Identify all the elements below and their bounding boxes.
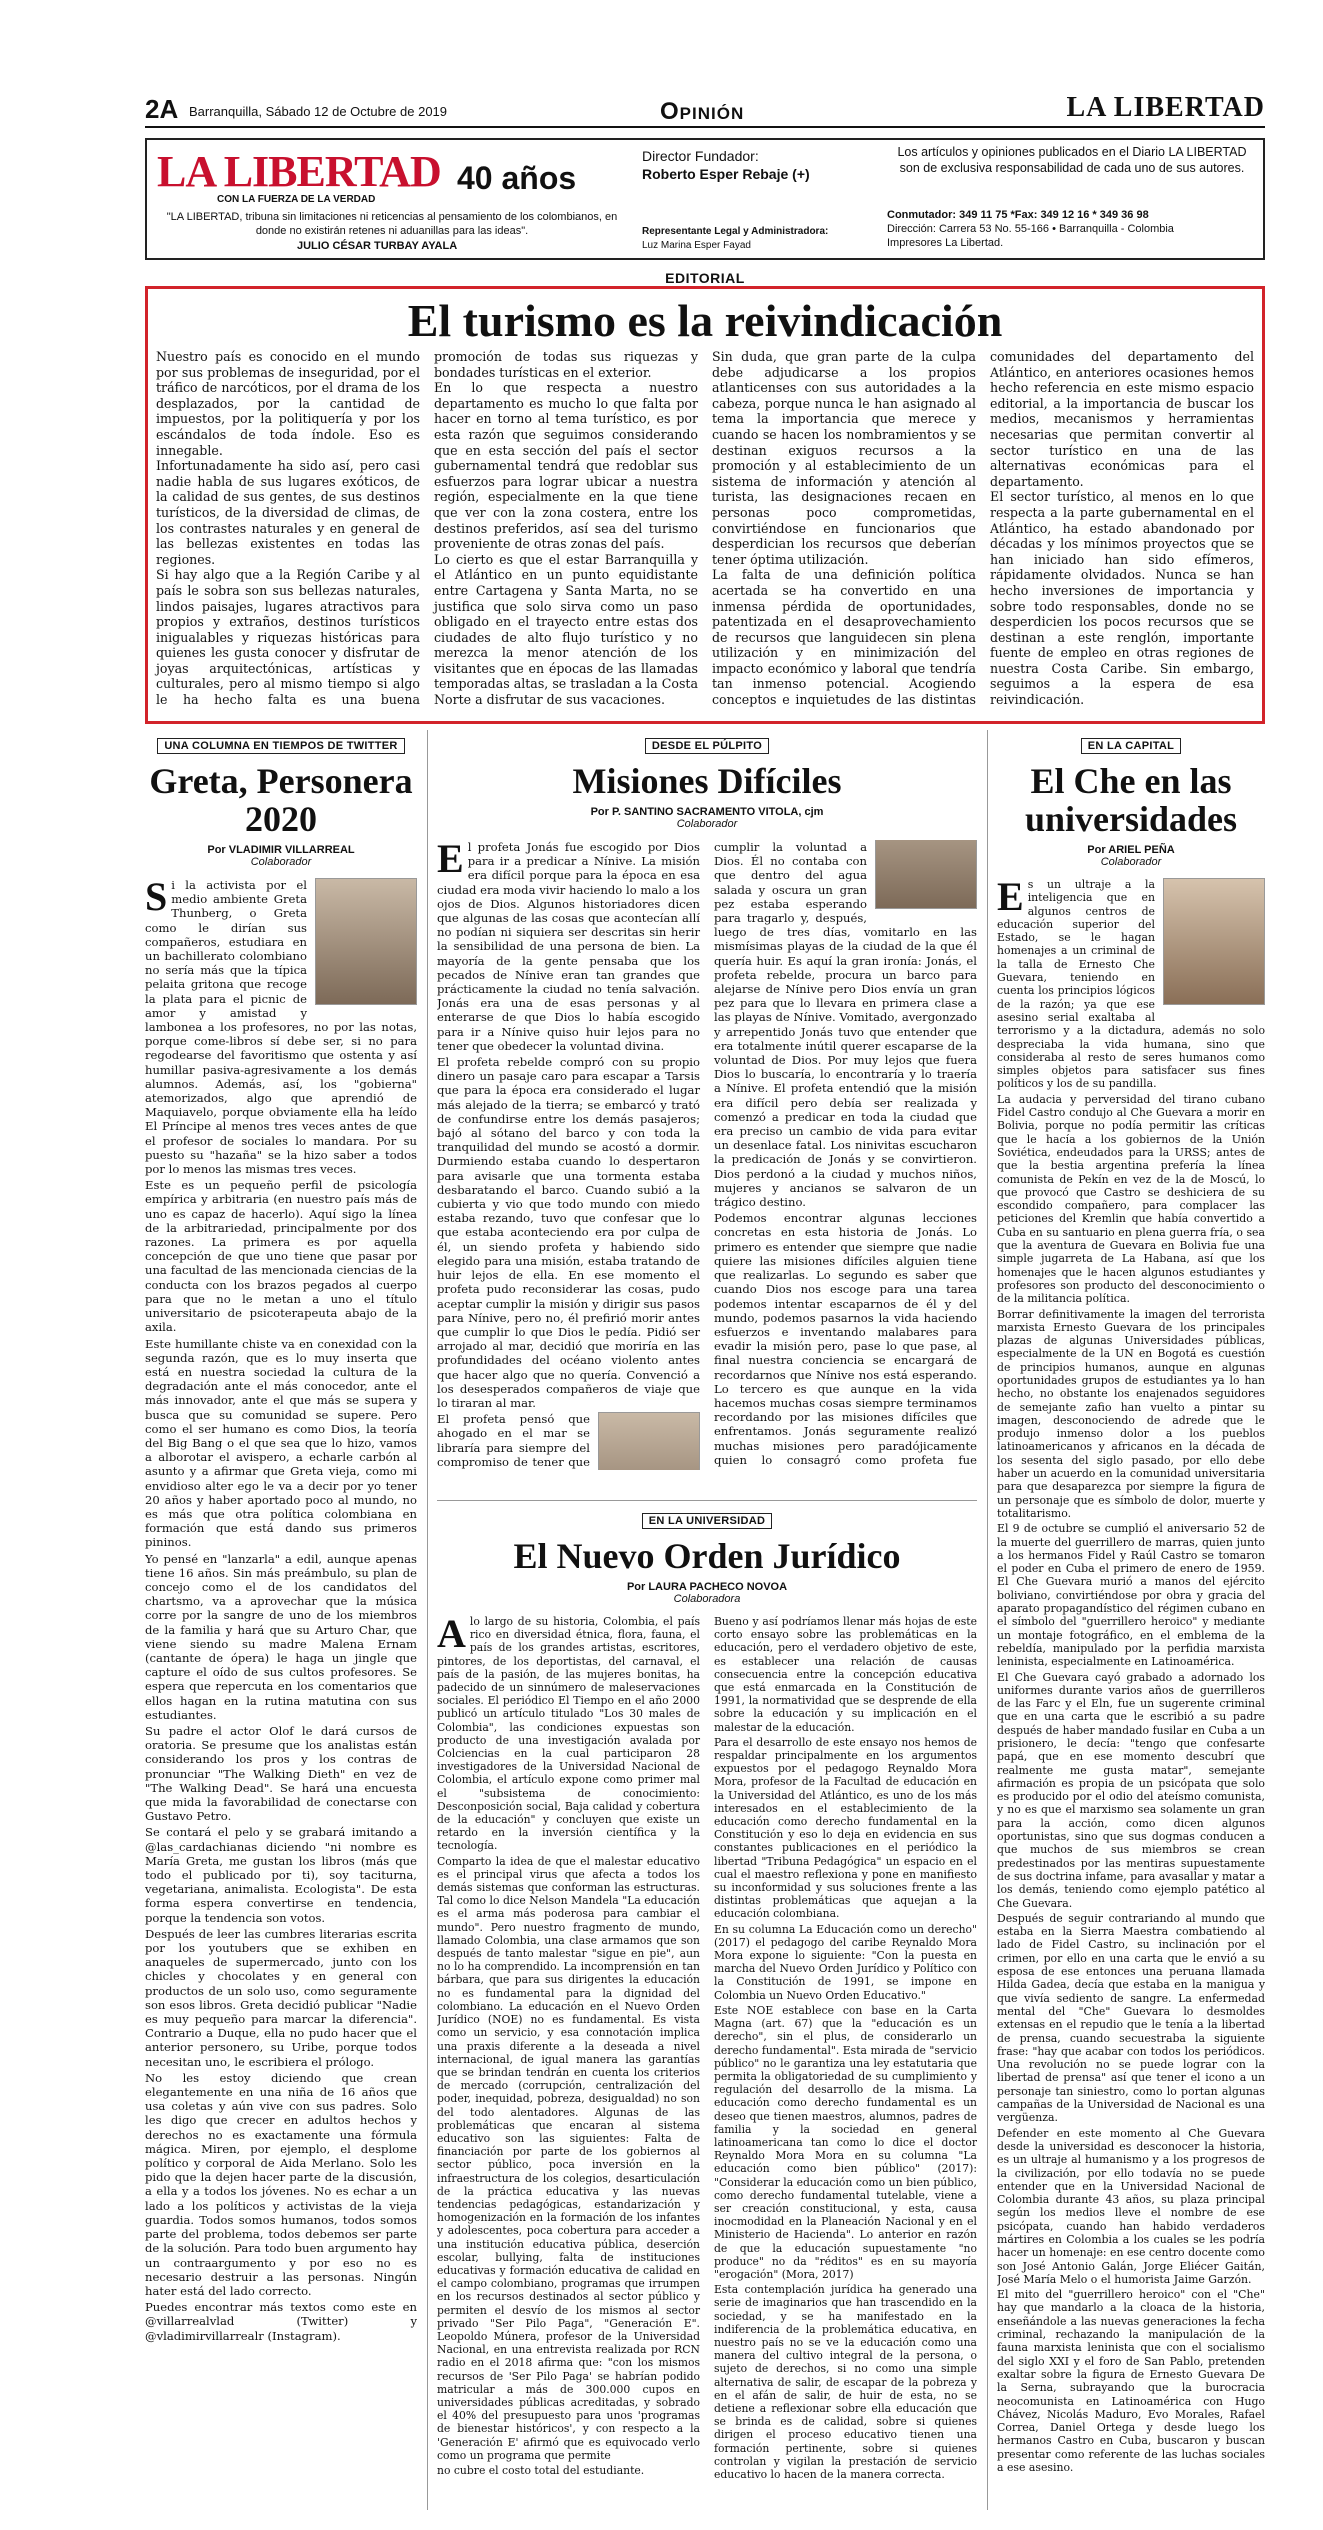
paragraph: Puedes encontrar más textos como este en @villarrealvlad (Twitter) y @vladimirvillarrealr (Instagram). [145,2300,417,2343]
paragraph: Después de seguir contrariando al mundo que estaba en la Sierra Maestra combatiendo al lado de Fidel Castro, su inclinación por el crimen, por ello en una carta que le envió a su esposa de ese entonces una peruana llamada Hilda Gadea, decía que estaba en la manigua y que vivía sediento de sangre. La enfermedad mental del "Che" Guevara lo desmoldes extensas en el repudio que le tenía a la libertad de prensa, cuando secuestraba la siguiente frase: "hay que acabar con todos los periódicos. Una revolución no se puede lograr con la libertad de prensa" así que tener el icono a un personaje tan siniestro, como lo portan algunas campañas de la Universidad de Nacional es una vergüenza. [997,1911,1265,2125]
paragraph: l profeta Jonás fue escogido por Dios para ir a predicar a Nínive. La misión era difícil porque para la época en esa ciudad era moda vivir haciendo lo malo a los ojos de Dios. Algunos historiadores dicen que algunas de las cosas que acontecían allí no podían ni siquiera ser descritas sin herir la sensibilidad de una persona de bien. La mayoría de la gente pensaba que los pecados de Nínive eran tan grandes que prácticamente la ciudad no tenía salvación. Jonás era una de esas personas y al enterarse de que Dios lo había escogido para ir a Nínive quiso huir lejos para no tener que obedecer la voluntad divina. [437,840,700,1053]
director-label: Director Fundador: [642,148,759,164]
editorial-box [145,286,1265,724]
paragraph: El profeta pensó que ahogado en el mar se libraría para siempre del compromiso de tener que cumplir la voluntad a Dios. Él no contaba con que dentro del agua salada y oscura un gran pez estaba esperando para tragarlo y, después, luego de tres días, vomitarlo en las mismísimas playas de la ciudad de la que él quería huir. Es aquí la gran ironía: Jonás, el profeta rebelde, procura un barco para alejarse de Nínive pero Dios envía un gran pez para que lo llevara en primera clase a las playas de Nínive. Vomitado, avergonzado y arrepentido Jonás tuvo que entender que era totalmente inútil querer escaparse de la voluntad de Dios. Por muy lejos que fuera Dios lo buscaría, lo encontraría y lo traería a Nínive. El profeta entendió que la misión era difícil pero debía ser realizada y comenzó a predicar en toda la ciudad que era preciso un cambio de vida para evitar un desenlace fatal. Los ninivitas escucharon la predicación de Jonás y se convirtieron. Dios perdonó a la ciudad y muchos niños, mujeres y ancianos se salvaron de un trágico destino. [437,840,977,1469]
phones: Conmutador: 349 11 75 *Fax: 349 12 16 * 349 36 98 [887,209,1149,221]
paragraph: No les estoy diciendo que crean elegantemente en una niña de 16 años que usa coletas y aún vive con sus padres. Solo les digo que crecer en adultos hechos y derechos no es exactamente una fórmula mágica. Miren, por ejemplo, el desplome político y corporal de Aida Merlano. Solo les pido que la dejen hacer parte de la discusión, a ella y a todos los jóvenes. No es echar a un lado a los políticos y activistas de la vieja guardia. Todos somos humanos, todos somos parte del problema, todos debemos ser parte de la solución. Para todo buen argumento hay un contraargumento y por eso no es necesario destruir a las personas. Ningún hater está del lado correcto. [145,2070,417,2298]
editorial-body [156,349,1254,719]
byline-role: Colaborador [250,856,312,868]
article-body [437,836,977,1470]
paragraph: Yo pensé en "lanzarla" a edil, aunque apenas tiene 16 años. Sin más preámbulo, su plan de concejo como el de los candidatos del chartsmo, va a aprovechar que la música corre por la sangre de uno de los miembros de la familia y hará que su Arturo Char, que viene siendo su madre Malena Ernam (cantante de ópera) le haga un jingle que capture el oído de sus cultos profesores. Se espera que repercuta en los comentarios que ellos hagan en la rutina matutina con sus estudiantes. [145,1551,417,1722]
paragraph: i la activista por el medio ambiente Greta Thunberg, o Greta como le dirían sus compañeros, estudiara en un bachillerato colombiano no sería más que la típica pelaita gritona que recoge la plata para el picnic de amor y amistad y lambonea a los profesores, no por las notas, porque come-libros sí debe ser, si no para regodearse del favoritismo que ostenta y así humillar pasiva-agresivamente a los demás alumnos. Además, así, los "gobierna" atemorizados, algo que aprendió de Maquiavelo, porque obviamente ella ha leído El Príncipe al menos tres veces antes de que el profesor de sociales lo mandara. Por su puesto su "hazaña" se la hizo saber a todos por lo menos las mismas tres veces. [145,878,417,1177]
contact-info [887,208,1262,250]
editorial-paragraph: Si hay algo que a la Región Caribe y al país le sobra son sus bellezas naturales, lindos paisajes, lugares atractivos para propios y extraños, destinos turísticos inigualables y riquezas históricas para quienes les gusta conocer y disfrutar de joyas arquitectónicas, artísticas y culturales, pero al mismo tiempo si algo le ha hecho falta es una buena promoción de todas sus riquezas y bondades turísticas en el exterior. [156,349,698,708]
editorial-paragraph: El sector turístico, al menos en lo que respecta a la parte gubernamental en el Atlántico, ha estado abandonado por décadas y los mínimos proyectos que se han iniciado han sido efímeros, rápidamente olvidados. Nunca se han hecho inversiones de importancia y sobre todo responsables, donde no se desperdicien los pocos recursos que se destinan a este renglón, importante fuente de empleo en otras regiones de nuestra Costa Caribe. Sin embargo, seguimos a la espera de esa reivindicación. [990,489,1254,708]
editorial-paragraph: Infortunadamente ha sido así, pero casi nadie habla de sus lugares exóticos, de la calidad de sus gentes, de sus destinos turísticos, de la diversidad de climas, de los contrastes naturales y en general de las bellezas existentes en todas las regiones. [156,458,420,567]
article-title: El Nuevo Orden Jurídico [513,1536,901,1576]
byline: Por VLADIMIR VILLARREAL [207,844,355,856]
quote-author: JULIO CÉSAR TURBAY AYALA [297,240,458,252]
article-title: Misiones Difíciles [572,761,842,801]
rights-notice: Los artículos y opiniones publicados en el Diario LA LIBERTAD son de exclusiva responsabilidad de cada uno de sus autores. [897,145,1247,175]
paragraph: s un ultraje a la inteligencia que en algunos centros de educación superior del Estado, se le hagan homenajes a un criminal de la talla de Ernesto Che Guevara, teniendo en cuenta los principios lógicos de la razón; ya que ese asesino serial exaltaba al terrorismo y a la dictadura, además no solo despreciaba la vida humana, sino que consideraba al resto de seres humanos como simples objetos para satisfacer sus fines políticos y los de su pandilla. [997,878,1265,1091]
director-name: Roberto Esper Rebaje (+) [642,166,810,182]
paragraph: Se contará el pelo y se grabará imitando a @las_cardachianas diciendo "ni nombre es María Greta, me gustan los libros (más que todo el publicado por ti), soy taciturna, vegetariana, animalista. Ecologista". De esta forma espera convertirse en tendencia, porque la tendencia son votos. [145,1825,417,1925]
article-title: El Che en las universidades [1024,761,1238,839]
legal-rep-name: Luz Marina Esper Fayad [642,240,751,251]
paragraph: Este es un pequeño perfil de psicología empírica y arbitraria (en nuestro país más de uno es capaz de hacerlo). Aquí sigo la línea de la arbitrariedad, principalmente por dos razones. La primera es por aquella concepción de que uno tiene que pasar por una facultad de las mencionada ciencias de la conducta con los brazos pegados al cuerpo para que no le metan a uno el título universitario de psicoterapeuta abajo de la axila. [145,1178,417,1335]
byline: Por P. SANTINO SACRAMENTO VITOLA, cjm [590,806,824,818]
drop-cap: A [437,1611,466,1656]
paragraph: El profeta rebelde compró con su propio dinero un pasaje caro para escapar a Tarsis que para la época era considerado el lugar más alejado de la tierra; se embarcó y trató de confundirse entre los demás pasajeros; bajó al sótano del barco y con toda la tranquilidad del mundo se acostó a dormir. Durmiendo estaba cuando lo despertaron para avisarle que una tormenta estaba desbaratando el barco. Cuando subió a la cubierta y vio que todo mundo con miedo estaba rezando, tuvo que confesar que lo que estaba aconteciendo era por culpa de él, un siendo profeta y habiendo sido elegido para una misión, estaba tratando de huir lejos de ella. En ese momento el profeta pudo reconsiderar las cosas, pudo aceptar cumplir la misión y dirigir sus pasos para Nínive, pero no, él prefirió morir antes que cumplir lo que Dios le pedía. Pidió ser arrojado al mar, decidió que moriría en las profundidades del océano violento antes que hacer algo que no quería. Convenció a los desesperados compañeros de viaje que lo tiraran al mar. [437,1055,700,1410]
date-line: Barranquilla, Sábado 12 de Octubre de 2019 [189,104,448,119]
address: Dirección: Carrera 53 No. 55-166 • Barranquilla - Colombia [887,223,1174,235]
drop-cap: E [997,874,1024,919]
page-header [145,92,1265,128]
logo-years: 40 años [457,160,577,196]
newspaper-page [145,92,1265,2530]
page-number: 2A [145,94,179,124]
paragraph: Este humillante chiste va en conexidad con la segunda razón, que es lo muy inserta que está en nuestra sociedad la cultura de la degradación ante el más conocedor, ante el más innovador, ante el que más se supera y busca que su comunidad se supere. Pero como el ser humano es como Dios, la teoría del Big Bang o el que sea que lo hizo, vamos a alborotar el avispero, a echarle carbón al asunto y a afirmar que Greta vieja, como mi envidioso alter ego le va a decir por yo tener 20 años y haber aportado poco al mundo, no es más que otra política colombiana en formación que está dando sus primeros pininos. [145,1336,417,1550]
paragraph: La audacia y perversidad del tirano cubano Fidel Castro condujo al Che Guevara a morir en Bolivia, porque no podía permitir las críticas que le hacía a los gobiernos de la Unión Soviética, endeudados para la URSS; antes de que la bestia argentina prefería la línea comunista de Pekín en vez de la de Moscú, lo que provocó que Castro se deshiciera de su escondido compañero, para complacer las peticiones del Kremlin que había convertido a Cuba en su santuario en plena guerra fría, o sea que la aventura de Guevara en Bolivia fue una simple jugarreta de La Habana, así que los homenajes que le hacen algunos estudiantes y profesores son producto del desconocimiento o de la militancia política. [997,1092,1265,1306]
column-misiones [437,730,977,1490]
kicker: EN LA UNIVERSIDAD [642,1513,773,1529]
paragraph: Después de leer las cumbres literarias escrita por los youtubers que se exhiben en anaqueles de supermercado, junto con los chicles y chocolates y en general con productos de un solo uso, como seguramente son esos libros. Greta decidió publicar "Nadie es muy pequeño para marcar la diferencia". Contrario a Duque, ella no pudo hacer que el anterior personero, su Uribe, porque todos necesitan uno, le escribiera el prólogo. [145,1926,417,2069]
paragraph: lo largo de su historia, Colombia, el país rico en diversidad étnica, flora, fauna, el país de los grandes artistas, escritores, pintores, de los deportistas, del carnaval, el país de la pasión, de las mujeres bonitas, ha padecido de un sinnúmero de maleservaciones sociales. El periódico El Tiempo en el año 2000 publicó un artículo titulado "Los 30 males de Colombia", las condiciones expuestas son producto de una investigación avalada por Colciencias en la cual participaron 28 investigadores de la Universidad Nacional de Colombia, el artículo expone como primer mal el "subsistema de conocimiento: Desconposición social, Baja calidad y cobertura de la educación" y concluyen que existe un retardo en la inversión científica y la tecnología. [437,1615,700,1853]
editorial-paragraph: En lo que respecta a nuestro departamento es mucho lo que falta por hacer en torno al tema turístico, es por esta razón que seguimos considerando que en esta sección del país el sector gubernamental tendrá que redoblar sus esfuerzos para lograr ubicar a nuestra región, especialmente en la que tiene que ver con la zona costera, entre los destinos preferidos, así sea del turismo proveniente de otras zonas del país. [434,380,698,552]
editorial-paragraph: Lo cierto es que el estar Barranquilla y el Atlántico en un punto equidistante entre Cartagena y Santa Marta, no se justifica que solo sirva como un paso obligado en el trayecto entre estas dos ciudades de alto flujo turístico y no merezca la menor atención de los visitantes que en épocas de las llamadas temporadas altas, se trasladan a la Costa Norte a disfrutar de sus vacaciones. [434,551,698,708]
logo: LA LIBERTAD [157,147,441,196]
kicker: EN LA CAPITAL [1081,738,1181,754]
paragraph: Podemos encontrar algunas lecciones concretas en esta historia de Jonás. Lo primero es entender que siempre que nadie quiere las misiones difíciles alguien tiene que realizarlas. Lo segundo es saber que cuando Dios nos escoge para una tarea podemos intentar escaparnos de él y del mundo, podemos pasarnos la vida haciendo esfuerzos e inventando malabares para evadir la misión pero, pase lo que pase, al final nuestra conciencia se encargará de recordarnos que Nínive nos está esperando. Lo tercero es que aunque en la vida hacemos muchas cosas siempre terminamos recordando por las misiones difíciles que enfrentamos. Jonás seguramente realizó muchas misiones pero paradójicamente quien lo consagró como profeta fue [714,1211,977,1467]
paragraph: Esta contemplación jurídica ha generado una serie de imaginarios que han trascendido en la sociedad, y se ha manifestado en la indiferencia de la problemática educativa, en nuestro país no se ve la educación como una manera del cultivo integral de la persona, o sujeto de derechos, si no como una simple alternativa de salir, de escapar de la pobreza y en el afán de salir, de huir de esta, no se detiene a reflexionar sobre ella educación que se brinda es de calidad, sobre si quienes dirigen el proceso educativo tienen una formación pertinente, sobre si quienes controlan y vigilan la prestación de servicio educativo lo hacen de la manera correcta. [714,2283,977,2481]
column-orden-juridico [437,1500,977,2525]
column-divider [987,730,988,2510]
paragraph: Para el desarrollo de este ensayo nos hemos de respaldar principalmente en los argumentos expuestos por el pedagogo Reynaldo Mora Mora, profesor de la Facultad de educación en la Universidad del Atlántico, es uno de los más interesados en el establecimiento de la educación como derecho fundamental en la Constitución y eso lo deja en evidencia en sus constantes publicaciones en el periódico la libertad "Tribuna Pedagógica" un espacio en el cual el maestro reflexiona y pone en manifiesto su inconformidad y sus soluciones frente a las distintas problemáticas que aquejan a la educación colombiana. [714,1735,977,1921]
paragraph: Borrar definitivamente la imagen del terrorista marxista Ernesto Guevara de los principales plazas de algunas Universidades públicas, especialmente de la UN en Bogotá es cuestión de principios humanos, aunque en algunas oportunidades grupos de estudiantes ya lo han hecho, no obstante los enajenados seguidores de semejante zafio han vuelto a pintar su imagen, desconociendo de adrede que le produjo inmenso dolor a los pueblos latinoamericanos y africanos en la década de los sesenta del siglo pasado, por ello debe haber un acuerdo en la comunidad universitaria para que desaparezca por siempre la figura de un personaje que es símbolo de dolor, muerte y totalitarismo. [997,1307,1265,1520]
article-body [145,874,417,2343]
author-photo [315,878,417,1005]
paragraph: no cubre el costo total del estudiante. [437,2464,645,2477]
drop-cap: E [437,836,464,881]
article-title: Greta, Personera 2020 [149,761,413,839]
paragraph: Este NOE establece con base en la Carta Magna (art. 67) que la "educación es un derecho", sin el plus, de considerarlo un derecho fundamental". Esta mirada de "servicio público" no le garantiza una ley estatutaria que permita la obligatoriedad de su cumplimiento y regulación del desarrollo de la misma. La educación como derecho fundamental es un deseo que tienen maestros, alumnos, padres de familia y la sociedad en general latinoamericana tan como lo dice el doctor Reynaldo Mora Mora en su columna "La educación como bien público" (2017): "Considerar la educación como un bien público, como derecho fundamental tutelable, viene a ser creación constitucional, y esta, causa inocmodidad en la Planeación Nacional y en el Ministerio de Hacienda". Lo anterior en razón de que la educación supuestamente "no produce" no da "réditos" es en su mayoría "erogación" (Mora, 2017) [714,2003,977,2281]
article-body [437,1611,977,2515]
logo-tagline: CON LA FUERZA DE LA VERDAD [217,194,376,205]
masthead: LA LIBERTAD [1066,92,1265,123]
column-che [997,730,1265,2520]
byline-role: Colaboradora [673,1593,741,1605]
paragraph: Comparto la idea de que el malestar educativo es el principal virus que afecta a todos los demás sistemas que conforman las estructuras. Tal como lo dice Nelson Mandela "La educación es el arma más poderosa para cambiar el mundo". Pero nuestro fragmento de mundo, llamado Colombia, una clase armamos que son después de tanto malestar "sigue en pie", aun no lo ha comprendido. La incomprensión en tan bárbara, que para sus dirigentes la educación no es fundamental para la dignidad del colombiano. La educación en el Nuevo Orden Jurídico (NOE) no es fundamental. Es vista como un servicio, y esa connotación implica una praxis diferente a la deseada a nivel internacional, de igual manera las garantías que se brindan tendrán en cuenta los criterios de mercado (corrupción, centralización del poder, inequidad, pobreza, desigualdad) no son del todo alentadores. Algunas de las problemáticas que encaran al sistema educativo son las siguientes: Falta de financiación por parte de los gobiernos al sector público, poca inversión en la infraestructura de los colegios, desarticulación de la práctica educativa y las nuevas tendencias pedagógicas, estandarización y homogenización en la formación de los infantes y adolescentes, poca cobertura para acceder a una institución educativa pública, deserción escolar, bullying, falta de instituciones educativas y formación educativa de calidad en el campo colombiano, programas que irrumpen en los recursos destinados al sector público y permiten el desvío de los mismos al sector privado "Ser Pilo Paga", "Generación E". Leopoldo Múnera, profesor de la Universidad Nacional, en una entrevista realizada por RCN radio en el 2018 afirma que: "con los mismos recursos de 'Ser Pilo Paga' se habrían podido matricular a más de 300.000 cupos en universidades públicas acreditadas, y sobrado el 40% del presupuesto para unos 'programas de bienestar históricos', y con respecto a la 'Generación E' afirmó que es equivocado verlo como un programa que permite [437,1854,700,2462]
editorial-title: El turismo es la reivindicación [407,295,1003,346]
info-box [145,138,1265,260]
section-title: Opinión [660,98,745,125]
paragraph: El Che Guevara cayó grabado a adornado los uniformes durante varios años de guerrilleros de las Farc y el Eln, fue un sugerente criminal que en una carta que le escribió a su padre después de haber mandado fusilar en Cuba a un prisionero, le decía: "tengo que confesarte papá, que en ese momento descubrí que realmente me gusta matar", semejante afirmación es propia de un psicópata que solo es producido por el odio del ateísmo comunista, y no es que el marxismo sea solamente un gran para la acción, como dicen algunos oportunistas, sino que sus dogmas conducen a que muchos de sus miembros se crean predestinados por las mentiras supuestamente de sus doctrina infame, para avasallar y matar a los demás, teniendo como ejemplo patético al Che Guevara. [997,1670,1265,1910]
legal-rep-label: Representante Legal y Administradora: [642,226,829,237]
editorial-paragraph: Sin duda, que gran parte de la culpa debe adjudicarse a los propios atlanticenses con sus autoridades a la cabeza, porque nunca le han asignado al tema la importancia que merece y cuando se hacen los nombramientos y se destinan exiguos recursos a la promoción y al establecimiento de un sistema de información y atención al turista, las designaciones recaen en personas poco comprometidas, convirtiéndose en funcionarios que desperdician los recursos que deberían tener óptima utilización. [712,349,976,567]
printer: Impresores La Libertad. [887,237,1004,249]
founder-quote: "LA LIBERTAD, tribuna sin limitaciones ni reticencias al pensamiento de los colombianos, en donde no existirán retenes ni aduanillas para las ideas". [166,211,618,237]
paragraph: Bueno y así podríamos llenar más hojas de este corto ensayo sobre las problemáticas en la educación, pero el verdadero objetivo de este, es establecer una relación de causas consecuencia entre la concepción educativa que está enmarcada en la Constitución de 1991, la normatividad que se desprende de ella sobre la educación y su implicación en el malestar de la educación. [714,1615,977,1734]
column-divider [427,730,428,2510]
opinion-columns [145,730,1265,2530]
paragraph: Defender en este momento al Che Guevara desde la universidad es desconocer la historia, es un ultraje al humanismo y a los progresos de la civilización, por ello todavía no se puede entender que en la Universidad Nacional de Colombia durante 43 años, su plaza principal según los medios lleve el nombre de ese psicópata, cuando han habido verdaderos mártires en Colombia a los cuales se les podría hacer un homenaje: en ese centro docente como son José Antonio Galán, Jorge Eliécer Gaitán, José María Melo o el humorista Jaime Garzón. [997,2126,1265,2286]
column-greta [145,730,417,2520]
kicker: UNA COLUMNA EN TIEMPOS DE TWITTER [157,738,404,754]
editorial-label: EDITORIAL [665,270,745,286]
editorial-paragraph: La falta de una definición política acertada se ha convertido en una inmensa pérdida de oportunidades, patentizada en el desaprovechamiento de recursos que languidecen sin plena utilización y en minimización del impacto económico y laboral que tendría tan inmenso potencial. Acogiendo conceptos e inquietudes de las distintas comunidades del departamento del Atlántico, en anteriores ocasiones hemos hecho referencia en este mismo espacio editorial, a la importancia de buscar los medios, mecanismos y herramientas necesarias que permitan convertir al sector turístico en una de las alternativas económicas para el departamento. [712,349,1254,708]
editorial-paragraph: Nuestro país es conocido en el mundo por sus problemas de inseguridad, por el tráfico de narcóticos, por el drama de los desplazados, por la cantidad de impuestos, por la politiquería y por los escándalos de toda índole. Eso es innegable. [156,349,420,458]
author-photo [1163,878,1265,1005]
paragraph: El mito del "guerrillero heroico" con el "Che" hay que mandarlo a la cloaca de la historia, enseñándole a las nuevas generaciones la fecha criminal, rechazando la manipulación de la fauna marxista leninista que con el socialismo del siglo XXI y el foro de San Pablo, pretenden exaltar sobre la figura de Ernesto Guevara De la Serna, subrayando que la burocracia neocomunista en Latinoamérica con Hugo Chávez, Nicolás Maduro, Evo Morales, Rafael Correa, Daniel Ortega y desde luego los hermanos Castro en Cuba, buscaron y buscan presentar como referente de las luchas sociales a ese asesino. [997,2288,1265,2475]
paragraph: Su padre el actor Olof le dará cursos de oratoria. Se presume que los analistas están considerando los pros y los contras de pronunciar "The Walking Dieth" en vez de "The Walking Dead". Se hará una encuesta que mida la favorabilidad de conectarse con Gustavo Petro. [145,1723,417,1824]
byline-role: Colaborador [676,818,738,830]
byline: Por LAURA PACHECO NOVOA [626,1581,788,1593]
drop-cap: S [145,874,168,919]
paragraph: El 9 de octubre se cumplió el aniversario 52 de la muerte del guerrillero de marras, quien junto a los hermanos Fidel y Raúl Castro se tomaron el poder en Cuba el primero de enero de 1959. El Che Guevara murió a manos del ejército boliviano, convirtiéndose por obra y gracia del aparato propagandístico del régimen cubano en el símbolo del "guerrillero heroico" y mediante un montaje fotográfico, en el emblema de la rebeldía, manipulado por la perfidia marxista leninista, especialmente en Latinoamérica. [997,1522,1265,1669]
byline: Por ARIEL PEÑA [1087,844,1175,856]
article-body [997,874,1265,2475]
paragraph: En su columna La Educación como un derecho" (2017) el pedagogo del caribe Reynaldo Mora Mora expone lo siguiente: "Con la puesta en marcha del Nuevo Orden Jurídico y Político con la Constitución de 1991, se impone en Colombia un Nuevo Orden Educativo." [714,1922,977,2002]
kicker: DESDE EL PÚLPITO [645,738,769,754]
byline-role: Colaborador [1100,856,1162,868]
